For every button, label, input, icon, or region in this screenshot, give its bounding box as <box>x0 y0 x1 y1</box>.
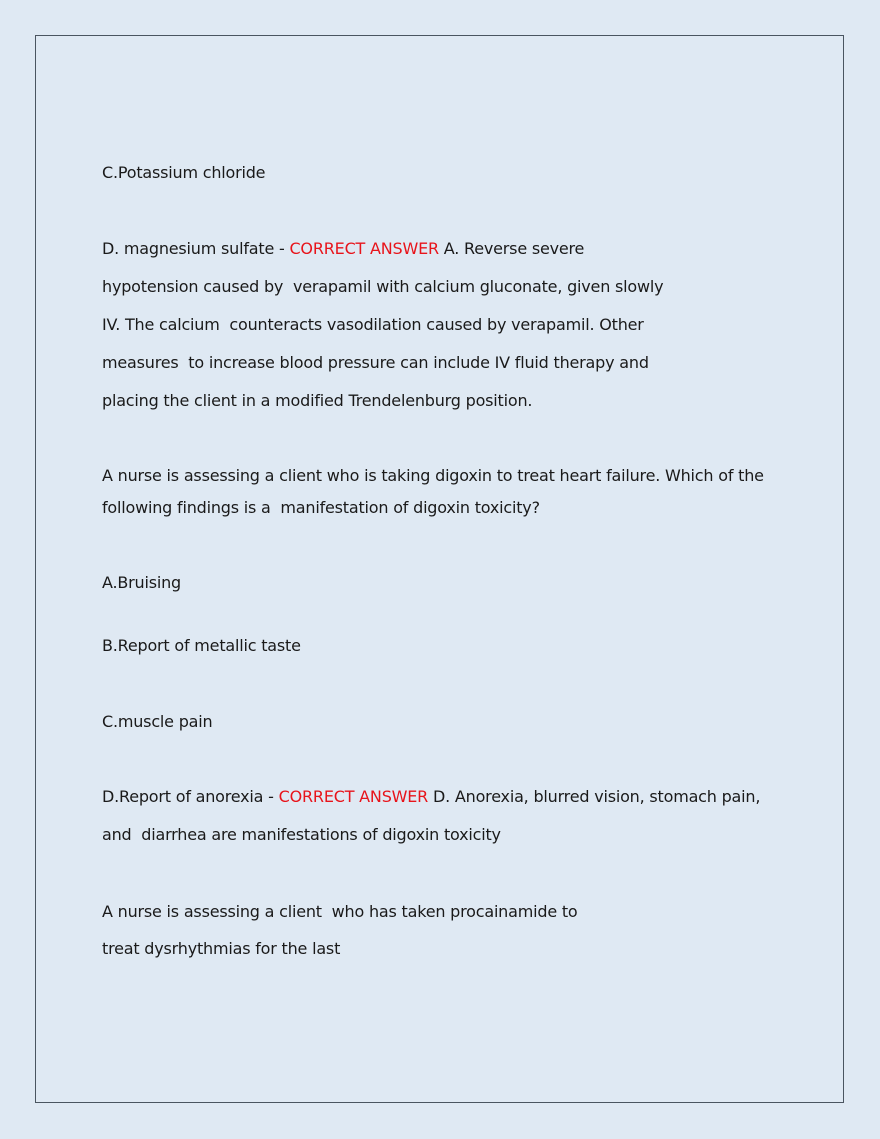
correct-answer-label: CORRECT ANSWER <box>278 787 429 806</box>
option-d <box>102 786 760 808</box>
option-text: D.Report of anorexia - <box>102 787 279 806</box>
option-b: B.Report of metallic taste <box>102 636 301 655</box>
option-text: D. magnesium sulfate - <box>102 239 290 258</box>
question-text: A nurse is assessing a client who is taking digoxin to treat heart failure. Which of the <box>102 466 764 485</box>
rationale-text: D. Anorexia, blurred vision, stomach pain, <box>428 787 761 806</box>
rationale-line: and diarrhea are manifestations of digoxin toxicity <box>102 825 501 844</box>
rationale-line: IV. The calcium counteracts vasodilation caused by verapamil. Other <box>102 315 644 334</box>
question-text: A nurse is assessing a client who has taken procainamide to <box>102 902 578 921</box>
question-text: treat dysrhythmias for the last <box>102 939 341 958</box>
rationale-line: placing the client in a modified Trendelenburg position. <box>102 391 533 410</box>
option-c: C.muscle pain <box>102 712 213 731</box>
correct-answer-label: CORRECT ANSWER <box>289 239 439 258</box>
option-c-potassium: C.Potassium chloride <box>102 163 266 182</box>
option-a: A.Bruising <box>102 573 181 592</box>
rationale-line: hypotension caused by verapamil with calcium gluconate, given slowly <box>102 277 664 296</box>
option-d-magnesium <box>102 238 584 260</box>
rationale-text: A. Reverse severe <box>438 239 585 258</box>
rationale-line: measures to increase blood pressure can include IV fluid therapy and <box>102 353 649 372</box>
question-text: following findings is a manifestation of digoxin toxicity? <box>102 498 540 517</box>
